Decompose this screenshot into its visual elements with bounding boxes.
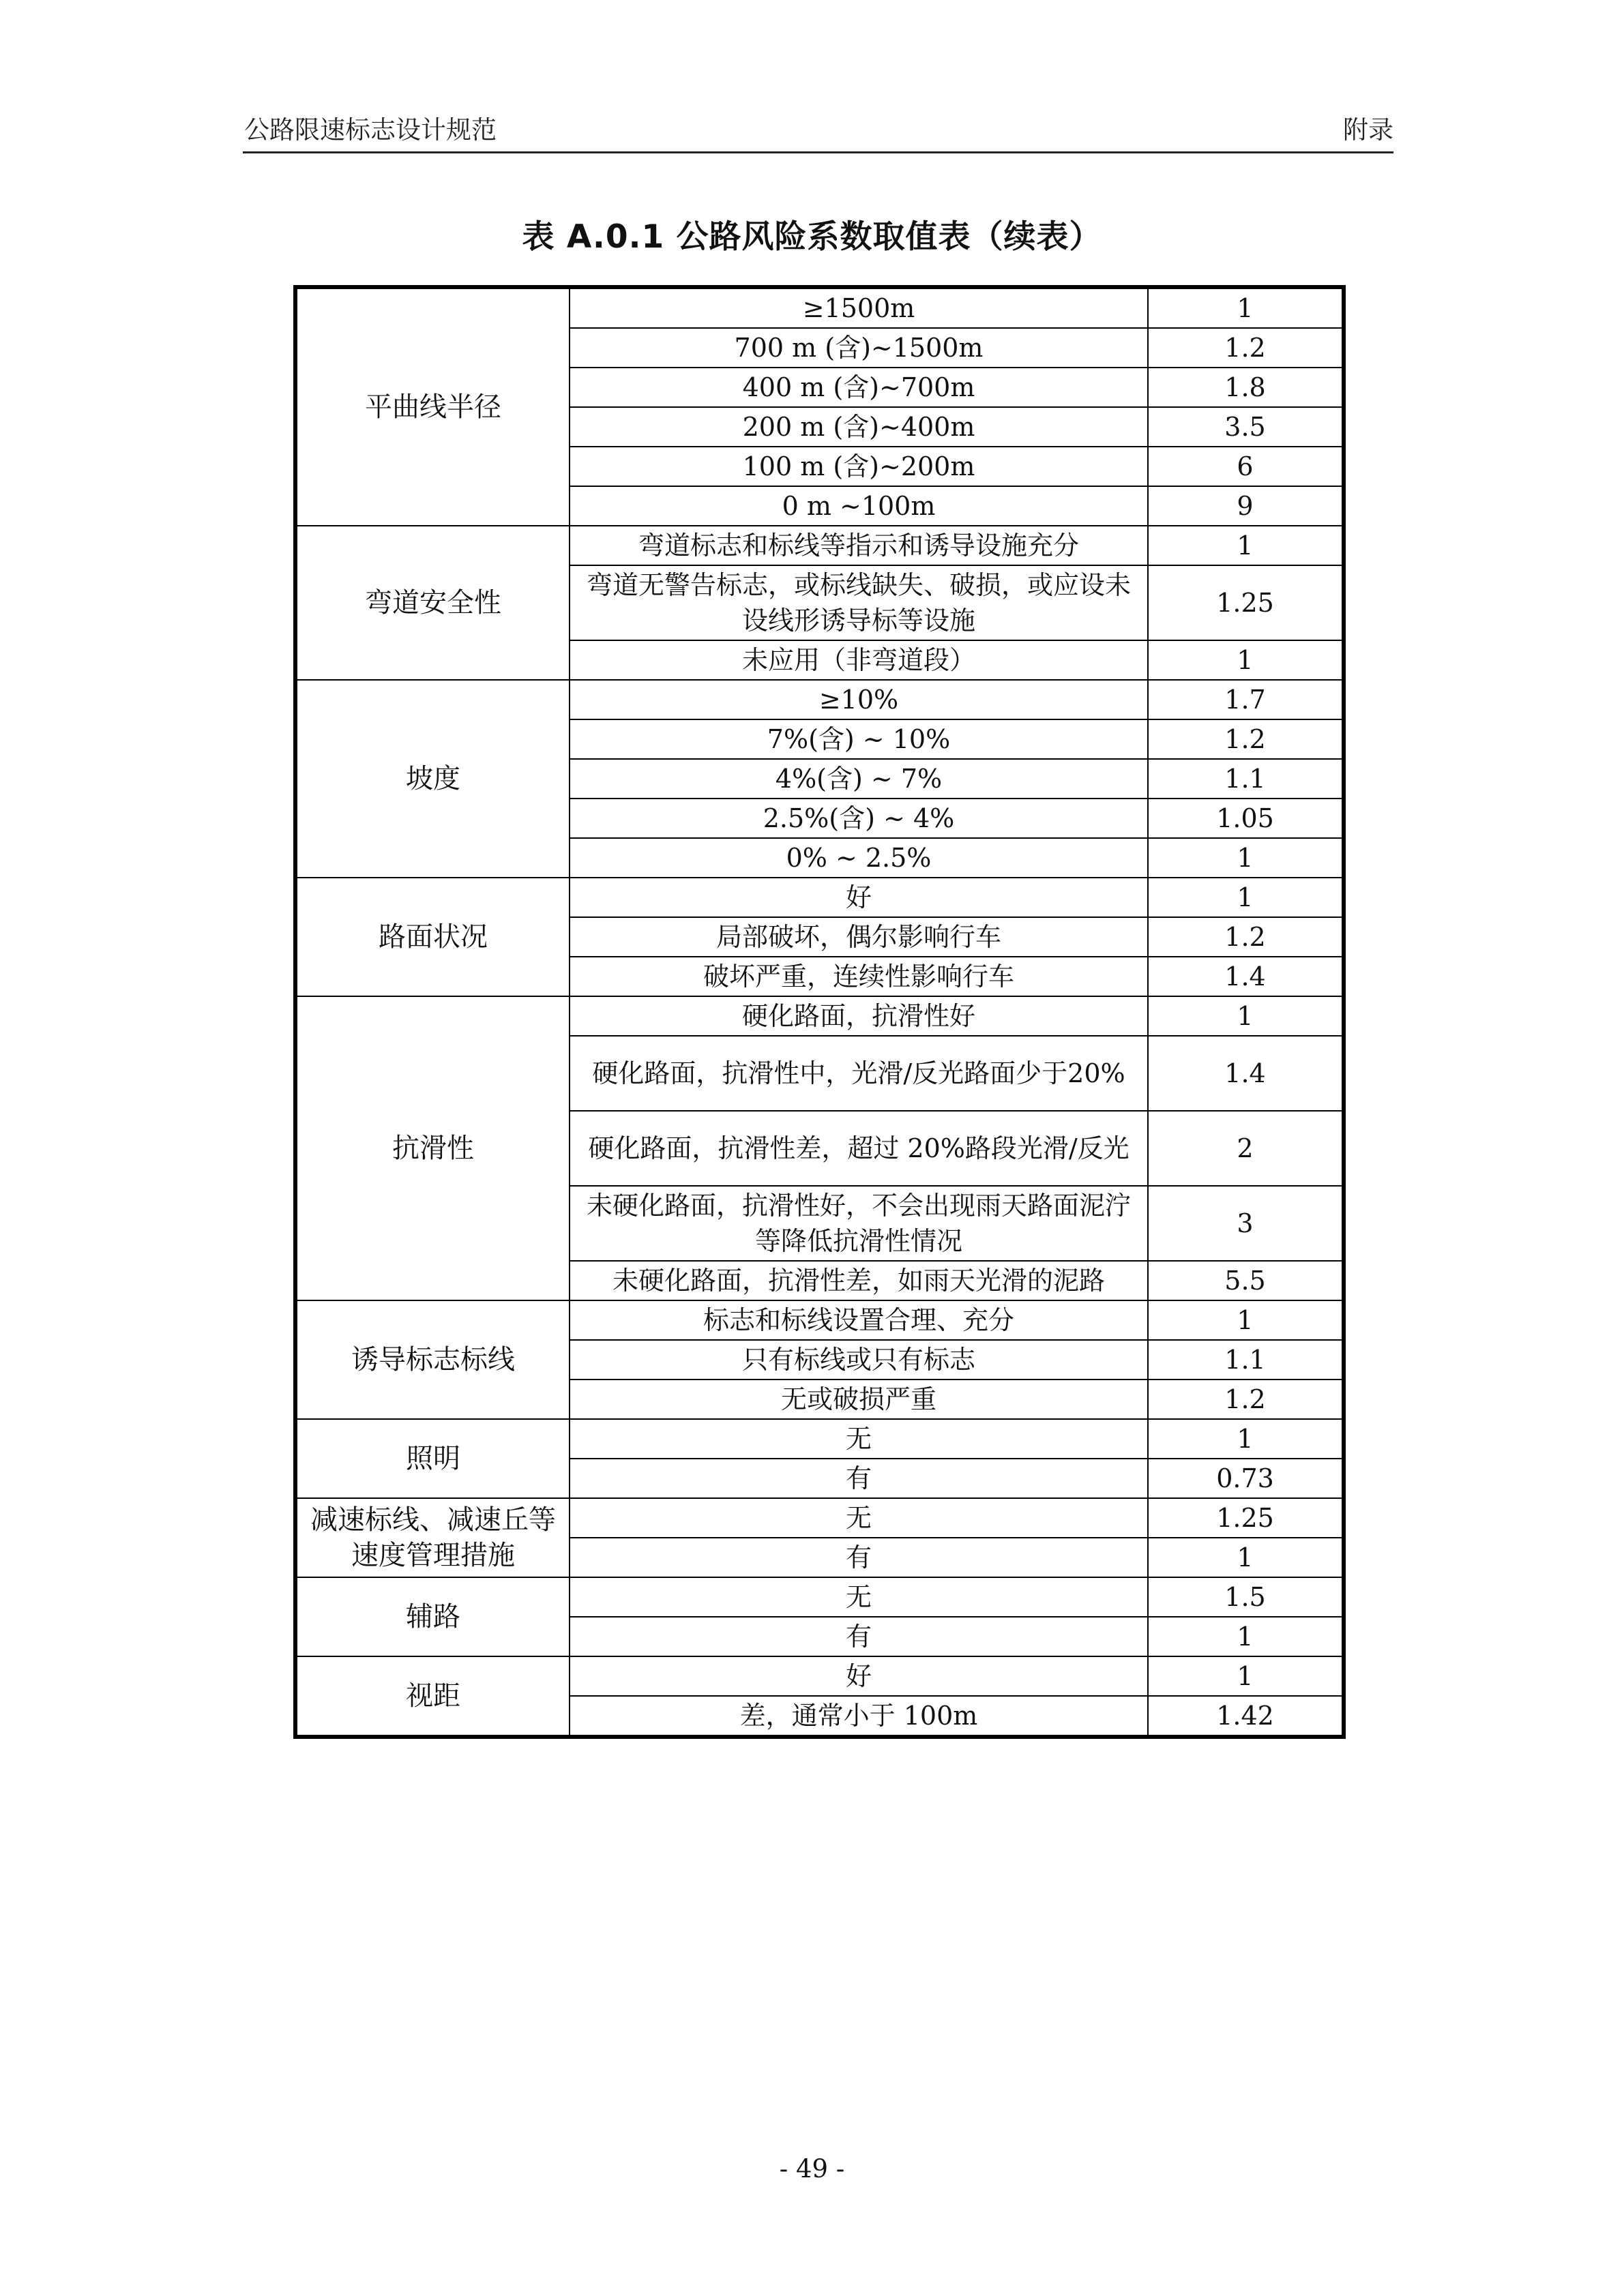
coefficient-cell: 1.05 [1148, 799, 1344, 838]
coefficient-cell: 1.42 [1148, 1696, 1344, 1737]
table-row [295, 680, 1344, 719]
condition-cell: 未硬化路面，抗滑性差，如雨天光滑的泥路 [570, 1261, 1148, 1300]
category-cell: 减速标线、减速丘等速度管理措施 [295, 1498, 570, 1577]
condition-cell: 硬化路面，抗滑性中，光滑/反光路面少于20% [570, 1036, 1148, 1111]
category-cell: 诱导标志标线 [295, 1300, 570, 1419]
condition-cell: 标志和标线设置合理、充分 [570, 1300, 1148, 1340]
condition-cell: 局部破坏，偶尔影响行车 [570, 917, 1148, 957]
condition-cell: 有 [570, 1538, 1148, 1577]
condition-cell: 硬化路面，抗滑性好 [570, 996, 1148, 1036]
condition-cell: 有 [570, 1617, 1148, 1656]
table-row [295, 526, 1344, 565]
condition-cell: 0 m ~100m [570, 486, 1148, 526]
risk-table-body [295, 287, 1344, 1737]
coefficient-cell: 1.25 [1148, 1498, 1344, 1538]
coefficient-cell: 1 [1148, 838, 1344, 878]
table-row [295, 1498, 1344, 1538]
category-cell: 照明 [295, 1419, 570, 1498]
running-header-title: 公路限速标志设计规范 [244, 115, 497, 145]
category-cell: 弯道安全性 [295, 526, 570, 680]
category-cell: 平曲线半径 [295, 287, 570, 526]
condition-cell: ≥1500m [570, 287, 1148, 328]
condition-cell: 4%(含) ~ 7% [570, 759, 1148, 799]
condition-cell: 破坏严重，连续性影响行车 [570, 957, 1148, 996]
coefficient-cell: 1 [1148, 1656, 1344, 1696]
condition-cell: 无 [570, 1498, 1148, 1538]
coefficient-cell: 1.4 [1148, 1036, 1344, 1111]
category-cell: 辅路 [295, 1577, 570, 1656]
coefficient-cell: 1.1 [1148, 1340, 1344, 1380]
condition-cell: 无 [570, 1419, 1148, 1459]
condition-cell: ≥10% [570, 680, 1148, 719]
table-caption: 表 A.0.1 公路风险系数取值表（续表） [522, 218, 1102, 256]
condition-cell: 有 [570, 1459, 1148, 1498]
coefficient-cell: 2 [1148, 1111, 1344, 1186]
condition-cell: 400 m (含)~700m [570, 368, 1148, 407]
table-row [295, 1577, 1344, 1617]
table-row [295, 1300, 1344, 1340]
coefficient-cell: 1.2 [1148, 328, 1344, 368]
coefficient-cell: 9 [1148, 486, 1344, 526]
table-row [295, 1656, 1344, 1696]
coefficient-cell: 6 [1148, 447, 1344, 486]
coefficient-cell: 1 [1148, 996, 1344, 1036]
condition-cell: 好 [570, 1656, 1148, 1696]
condition-cell: 未硬化路面，抗滑性好，不会出现雨天路面泥泞等降低抗滑性情况 [570, 1186, 1148, 1261]
coefficient-cell: 1.1 [1148, 759, 1344, 799]
condition-cell: 差，通常小于 100m [570, 1696, 1148, 1737]
coefficient-cell: 1.5 [1148, 1577, 1344, 1617]
category-cell: 路面状况 [295, 878, 570, 996]
coefficient-cell: 1 [1148, 1538, 1344, 1577]
coefficient-cell: 1 [1148, 1419, 1344, 1459]
condition-cell: 100 m (含)~200m [570, 447, 1148, 486]
coefficient-cell: 1.2 [1148, 1380, 1344, 1419]
coefficient-cell: 1.2 [1148, 719, 1344, 759]
table-row [295, 287, 1344, 328]
page-number: - 49 - [779, 2154, 845, 2183]
condition-cell: 弯道无警告标志，或标线缺失、破损，或应设未设线形诱导标等设施 [570, 565, 1148, 640]
condition-cell: 好 [570, 878, 1148, 917]
condition-cell: 7%(含) ~ 10% [570, 719, 1148, 759]
condition-cell: 700 m (含)~1500m [570, 328, 1148, 368]
table-row [295, 996, 1344, 1036]
condition-cell: 未应用（非弯道段） [570, 640, 1148, 680]
condition-cell: 弯道标志和标线等指示和诱导设施充分 [570, 526, 1148, 565]
coefficient-cell: 1 [1148, 878, 1344, 917]
risk-coefficient-table [293, 285, 1346, 1739]
category-cell: 视距 [295, 1656, 570, 1737]
condition-cell: 200 m (含)~400m [570, 407, 1148, 447]
condition-cell: 只有标线或只有标志 [570, 1340, 1148, 1380]
coefficient-cell: 1 [1148, 287, 1344, 328]
coefficient-cell: 3 [1148, 1186, 1344, 1261]
coefficient-cell: 5.5 [1148, 1261, 1344, 1300]
coefficient-cell: 1.25 [1148, 565, 1344, 640]
coefficient-cell: 1 [1148, 526, 1344, 565]
coefficient-cell: 1 [1148, 640, 1344, 680]
coefficient-cell: 1.2 [1148, 917, 1344, 957]
header-rule [243, 151, 1393, 153]
condition-cell: 0% ~ 2.5% [570, 838, 1148, 878]
category-cell: 坡度 [295, 680, 570, 878]
coefficient-cell: 1.4 [1148, 957, 1344, 996]
coefficient-cell: 1.7 [1148, 680, 1344, 719]
condition-cell: 硬化路面，抗滑性差，超过 20%路段光滑/反光 [570, 1111, 1148, 1186]
running-header-section: 附录 [1343, 115, 1393, 145]
coefficient-cell: 0.73 [1148, 1459, 1344, 1498]
coefficient-cell: 1.8 [1148, 368, 1344, 407]
table-row [295, 1419, 1344, 1459]
table-row [295, 878, 1344, 917]
coefficient-cell: 3.5 [1148, 407, 1344, 447]
category-cell: 抗滑性 [295, 996, 570, 1300]
condition-cell: 无 [570, 1577, 1148, 1617]
condition-cell: 2.5%(含) ~ 4% [570, 799, 1148, 838]
coefficient-cell: 1 [1148, 1300, 1344, 1340]
condition-cell: 无或破损严重 [570, 1380, 1148, 1419]
coefficient-cell: 1 [1148, 1617, 1344, 1656]
